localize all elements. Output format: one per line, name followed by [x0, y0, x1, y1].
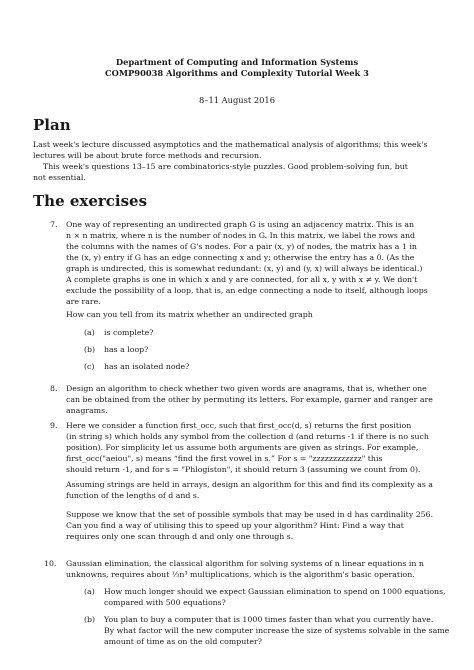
q9-line: position). For simplicity let us assume both arguments are given as strings. For example,: [66, 443, 419, 452]
q7-prompt-line: How can you tell from its matrix whether an undirected graph: [66, 310, 313, 319]
sub-text: is complete?: [104, 328, 154, 337]
q9-line: Assuming strings are held in arrays, design an algorithm for this and find its complexity as a: [66, 480, 433, 489]
plan-paragraph: [33, 139, 443, 183]
sub-label: (a): [84, 587, 95, 596]
q8-line: can be obtained from the other by permuting its letters. For example, garner and ranger are: [66, 395, 433, 404]
sub-label: (b): [84, 345, 96, 354]
plan-line: lectures will be about brute force methods and recursion.: [33, 151, 262, 160]
q7-line: One way of representing an undirected graph G is using an adjacency matrix. This is an: [66, 220, 415, 229]
sub-label: (b): [84, 615, 96, 624]
sub-text: amount of time as on the old computer?: [104, 637, 262, 646]
q7-line: n × n matrix, where n is the number of nodes in G. In this matrix, we label the rows and: [66, 231, 416, 240]
exercises-heading: The exercises: [33, 192, 148, 210]
department-heading: Department of Computing and Information Systems: [115, 57, 359, 67]
q10-line: unknowns, requires about ⅓n³ multiplications, which is the algorithm's basic operation.: [66, 570, 415, 579]
sub-text: has a loop?: [104, 345, 149, 354]
q9-text-2: [66, 479, 444, 501]
sub-text: You plan to buy a computer that is 1000 times faster than what you currently have.: [104, 615, 434, 624]
q9-line: Suppose we know that the set of possible symbols that may be used in d has cardinality 256.: [66, 510, 434, 519]
plan-heading: Plan: [33, 116, 71, 134]
q7-number: 7.: [50, 220, 58, 229]
q8-line: Design an algorithm to check whether two given words are anagrams, that is, whether one: [66, 384, 427, 393]
q7-line: the columns with the names of G's nodes. For a pair (x, y) of nodes, the matrix has a 1 in: [66, 242, 417, 251]
q7-prompt: [66, 309, 444, 320]
q9-line: first_occ("aeiou", s) means “find the first vowel in s.” For s = "zzzzzzzzzzzz" this: [66, 454, 383, 463]
q8-line: anagrams.: [66, 406, 108, 415]
q7-line: graph is undirected, this is somewhat redundant: (x, y) and (y, x) will always be identical.): [66, 264, 423, 273]
q9-line: should return -1, and for s = "Phlogiston", it should return 3 (assuming we count from 0).: [66, 465, 421, 474]
q9-text: [66, 420, 444, 475]
q10-sub-b: [84, 614, 449, 647]
q7-sub-a: [84, 327, 153, 338]
q7-line: A complete graphs is one in which x and y are connected, for all x, y with x ≠ y. We don't: [66, 275, 418, 284]
sub-text: How much longer should we expect Gaussian elimination to spend on 1000 equations,: [104, 587, 446, 596]
q9-line: requires only one scan through d and only one through s.: [66, 532, 294, 541]
q7-text: [66, 219, 444, 307]
course-heading: COMP90038 Algorithms and Complexity Tutorial Week 3: [105, 68, 369, 78]
q10-number: 10.: [44, 559, 57, 568]
q9-number: 9.: [50, 421, 58, 430]
q7-line: exclude the possibility of a loop, that is, an edge connecting a node to itself, although loops: [66, 286, 428, 295]
q10-text: [66, 558, 444, 580]
plan-line: not essential.: [33, 173, 86, 182]
q7-sub-b: [84, 344, 148, 355]
q9-line: (in string s) which holds any symbol from the collection d (and returns -1 if there is no such: [66, 432, 429, 441]
date-line: 8–11 August 2016: [199, 95, 275, 105]
sub-text: has an isolated node?: [104, 362, 190, 371]
sub-text: compared with 500 equations?: [104, 598, 226, 607]
q7-sub-c: [84, 361, 189, 372]
q9-line: Here we consider a function first_occ, such that first_occ(d, s) returns the first position: [66, 421, 412, 430]
sub-label: (a): [84, 328, 95, 337]
q9-text-3: [66, 509, 444, 542]
q7-line: are rare.: [66, 297, 101, 306]
sub-text: By what factor will the new computer increase the size of systems solvable in the same: [104, 626, 450, 635]
q9-line: Can you find a way of utilising this to speed up your algorithm? Hint: Find a way that: [66, 521, 404, 530]
q10-line: Gaussian elimination, the classical algorithm for solving systems of n linear equations in n: [66, 559, 424, 568]
q7-line: the (x, y) entry if G has an edge connecting x and y; otherwise the entry has a 0. (As the: [66, 253, 415, 262]
plan-line: Last week's lecture discussed asymptotics and the mathematical analysis of algorithms; this week's: [33, 140, 428, 149]
q9-line: function of the lengths of d and s.: [66, 491, 200, 500]
sub-label: (c): [84, 362, 95, 371]
q8-number: 8.: [50, 384, 58, 393]
plan-line: This week's questions 13–15 are combinatorics-style puzzles. Good problem-solving fun, but: [43, 162, 408, 171]
q10-sub-a: [84, 586, 446, 608]
q8-text: [66, 383, 444, 416]
